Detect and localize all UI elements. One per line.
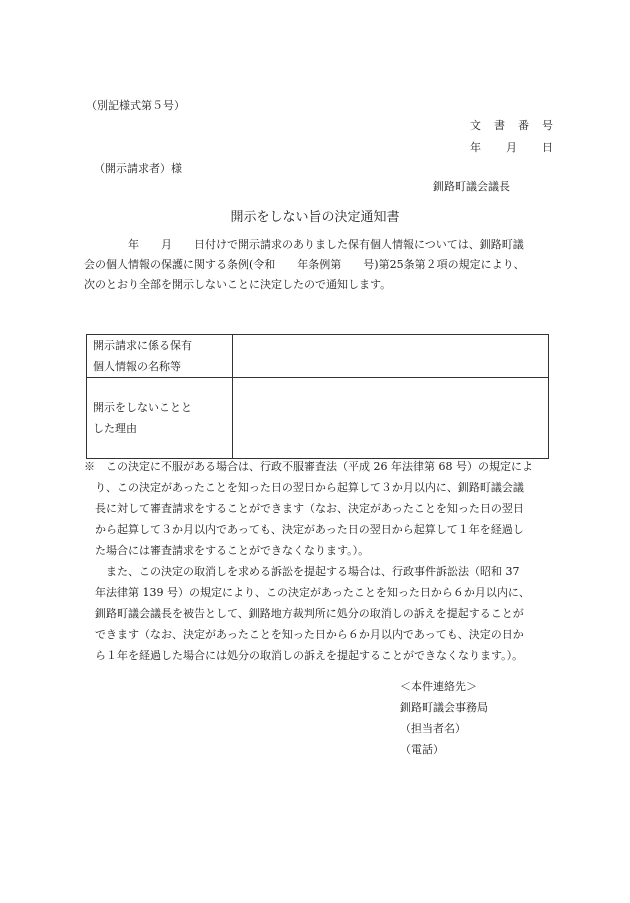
table-value-cell	[233, 335, 549, 378]
note-line: ※ この決定に不服がある場合は、行政不服審査法（平成 26 年法律第 68 号）の規定によ	[84, 460, 533, 473]
contact-heading: ＜本件連絡先＞	[400, 680, 477, 693]
document-number: 文 書 番 号	[470, 119, 554, 132]
note-line: 年法律第 139 号）の規定により、この決定があったことを知った日から６か月以内に、	[84, 586, 530, 599]
body-line: 年 月 日付けで開示請求のありました保有個人情報については、釧路町議	[84, 238, 524, 251]
sender-line: 釧路町議会議長	[433, 180, 510, 193]
note-line: た場合には審査請求をすることができなくなります。）。	[84, 544, 370, 557]
note-line: ら１年を経過した場合には処分の取消しの訴えを提起することができなくなります。）。	[84, 649, 524, 662]
table-label-cell	[87, 378, 233, 459]
info-table	[86, 334, 549, 459]
table-value-cell	[233, 378, 549, 459]
contact-person: （担当者名）	[400, 722, 466, 735]
appeal-note	[84, 456, 559, 666]
note-line: り、この決定があったことを知った日の翌日から起算して３か月以内に、釧路町議会議	[84, 481, 524, 494]
body-line: 会の個人情報の保護に関する条例(令和 年条例第 号)第25条第２項の規定により、	[84, 258, 525, 271]
contact-office: 釧路町議会事務局	[400, 701, 488, 714]
contact-block	[400, 676, 488, 760]
body-paragraph	[84, 235, 554, 295]
document-date: 年 月 日	[470, 141, 554, 154]
table-row	[87, 335, 549, 378]
note-line: 長に対して審査請求をすることができます（なお、決定があったことを知った日の翌日	[84, 502, 524, 515]
note-line: また、この決定の取消しを求める訴訟を提起する場合は、行政事件訴訟法（昭和 37	[84, 565, 520, 578]
table-label-cell	[87, 335, 233, 378]
form-label: （別記様式第５号）	[86, 99, 185, 112]
body-line: 次のとおり全部を開示しないことに決定したので通知します。	[84, 278, 392, 291]
note-line: から起算して３か月以内であっても、決定があった日の翌日から起算して１年を経過し	[84, 523, 524, 536]
document-title: 開示をしない旨の決定通知書	[230, 210, 400, 225]
contact-phone: （電話）	[400, 743, 444, 756]
recipient-line: （開示請求者）様	[94, 162, 182, 175]
table-row	[87, 378, 549, 459]
table-label-line: 開示請求に係る保有	[93, 339, 192, 352]
note-line: できます（なお、決定があったことを知った日から６か月以内であっても、決定の日か	[84, 628, 524, 641]
table-label-line: した理由	[93, 422, 137, 435]
note-line: 釧路町議会議長を被告として、釧路地方裁判所に処分の取消しの訴えを提起することが	[84, 607, 524, 620]
table-label-line: 個人情報の名称等	[93, 360, 181, 373]
table-label-line: 開示をしないことと	[93, 401, 192, 414]
